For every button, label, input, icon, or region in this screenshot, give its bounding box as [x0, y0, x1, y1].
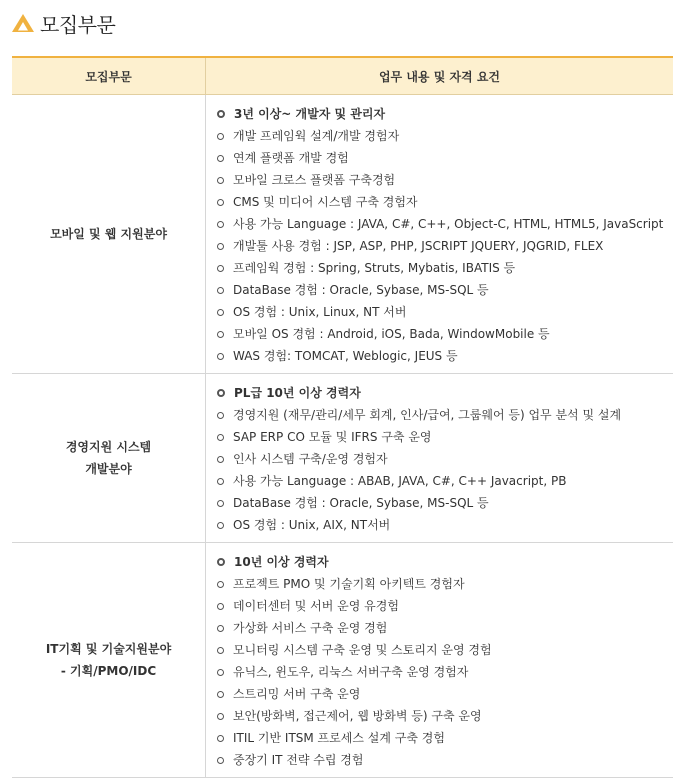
- duty-text: 가상화 서비스 구축 운영 경험: [233, 621, 388, 635]
- duty-item: [217, 749, 673, 771]
- circle-bullet-icon: [217, 456, 224, 463]
- circle-bullet-icon: [217, 713, 224, 720]
- duty-item: [217, 514, 673, 536]
- department-cell: [12, 374, 206, 543]
- circle-bullet-icon: [217, 581, 224, 588]
- duty-list: [206, 374, 673, 542]
- duty-item: [217, 345, 673, 367]
- duty-text: 모바일 크로스 플랫폼 구축경험: [233, 173, 396, 187]
- circle-bullet-icon: [217, 133, 224, 140]
- duty-text: 개발 프레임웍 설계/개발 경험자: [233, 129, 400, 143]
- duty-text: 프레임웍 경험 : Spring, Struts, Mybatis, IBATIS 등: [233, 261, 516, 275]
- duty-item: [217, 191, 673, 213]
- table-row: [12, 543, 673, 778]
- department-name: - 기획/PMO/IDC: [60, 664, 157, 678]
- duties-cell: [206, 374, 674, 543]
- duty-item: [217, 470, 673, 492]
- duty-text: 스트리밍 서버 구축 운영: [233, 687, 361, 701]
- duty-text: OS 경험 : Unix, Linux, NT 서버: [233, 305, 407, 319]
- duty-text: CMS 및 미디어 시스템 구축 경험자: [233, 195, 418, 209]
- circle-bullet-icon: [217, 155, 224, 162]
- department-cell: [12, 543, 206, 778]
- duty-text: 데이터센터 및 서버 운영 유경험: [233, 599, 399, 613]
- duty-item: [217, 705, 673, 727]
- department-cell: [12, 95, 206, 374]
- duty-text: 10년 이상 경력자: [234, 555, 329, 569]
- duty-text: 경영지원 (재무/관리/세무 회계, 인사/급여, 그룹웨어 등) 업무 분석 및 설계: [233, 408, 622, 422]
- circle-bullet-icon: [217, 500, 224, 507]
- table-header-row: [12, 57, 673, 95]
- duty-text: PL급 10년 이상 경력자: [234, 386, 361, 400]
- duty-lead-item: [217, 382, 673, 404]
- duty-text: 중장기 IT 전략 수립 경험: [233, 753, 364, 767]
- duty-text: DataBase 경험 : Oracle, Sybase, MS-SQL 등: [233, 283, 489, 297]
- duty-item: [217, 147, 673, 169]
- circle-bullet-icon: [217, 221, 224, 228]
- duty-text: 유닉스, 윈도우, 리눅스 서버구축 운영 경험자: [233, 665, 469, 679]
- circle-bullet-icon: [217, 412, 224, 419]
- table-row: [12, 95, 673, 374]
- duty-text: 사용 가능 Language : JAVA, C#, C++, Object-C, HTML, HTML5, JavaScript: [233, 217, 664, 231]
- duty-text: SAP ERP CO 모듈 및 IFRS 구축 운영: [233, 430, 432, 444]
- duty-text: DataBase 경험 : Oracle, Sybase, MS-SQL 등: [233, 496, 489, 510]
- duty-list: [206, 543, 673, 777]
- page-title: 모집부문: [40, 12, 116, 37]
- duty-text: WAS 경험: TOMCAT, Weblogic, JEUS 등: [233, 349, 458, 363]
- duty-text: 프로젝트 PMO 및 기술기획 아키텍트 경험자: [233, 577, 465, 591]
- header-department: 모집부문: [12, 57, 206, 95]
- circle-bullet-icon: [217, 389, 225, 397]
- circle-bullet-icon: [217, 177, 224, 184]
- duty-text: 모니터링 시스템 구축 운영 및 스토리지 운영 경험: [233, 643, 492, 657]
- duty-item: [217, 573, 673, 595]
- duty-text: 보안(방화벽, 접근제어, 웹 방화벽 등) 구축 운영: [233, 709, 482, 723]
- duty-text: 모바일 OS 경험 : Android, iOS, Bada, WindowMobile 등: [233, 327, 550, 341]
- circle-bullet-icon: [217, 110, 225, 118]
- duty-text: 개발툴 사용 경험 : JSP, ASP, PHP, JSCRIPT JQUERY, JQGRID, FLEX: [233, 239, 604, 253]
- duty-item: [217, 213, 673, 235]
- circle-bullet-icon: [217, 353, 224, 360]
- duty-item: [217, 257, 673, 279]
- department-name: 개발분야: [85, 462, 132, 476]
- duty-item: [217, 404, 673, 426]
- department-name: IT기획 및 기술지원분야: [45, 642, 172, 656]
- duty-item: [217, 169, 673, 191]
- header-duties: 업무 내용 및 자격 요건: [206, 57, 674, 95]
- duty-item: [217, 235, 673, 257]
- circle-bullet-icon: [217, 434, 224, 441]
- circle-bullet-icon: [217, 331, 224, 338]
- circle-bullet-icon: [217, 625, 224, 632]
- duty-item: [217, 492, 673, 514]
- department-name: 모바일 및 웹 지원분야: [50, 227, 167, 241]
- duty-text: 인사 시스템 구축/운영 경험자: [233, 452, 388, 466]
- duty-item: [217, 595, 673, 617]
- duty-item: [217, 639, 673, 661]
- circle-bullet-icon: [217, 647, 224, 654]
- warning-triangle-icon: [12, 14, 34, 32]
- circle-bullet-icon: [217, 243, 224, 250]
- duty-item: [217, 125, 673, 147]
- duty-item: [217, 448, 673, 470]
- duty-item: [217, 617, 673, 639]
- circle-bullet-icon: [217, 757, 224, 764]
- page-header: [12, 8, 115, 38]
- duty-lead-item: [217, 103, 673, 125]
- duty-item: [217, 279, 673, 301]
- circle-bullet-icon: [217, 603, 224, 610]
- duty-item: [217, 661, 673, 683]
- table-body: [12, 95, 673, 778]
- duty-text: 연계 플랫폼 개발 경험: [233, 151, 349, 165]
- duty-item: [217, 727, 673, 749]
- duties-cell: [206, 543, 674, 778]
- duty-text: ITIL 기반 ITSM 프로세스 설계 구축 경험: [233, 731, 445, 745]
- duties-cell: [206, 95, 674, 374]
- circle-bullet-icon: [217, 309, 224, 316]
- duty-item: [217, 301, 673, 323]
- duty-text: 사용 가능 Language : ABAB, JAVA, C#, C++ Javacript, PB: [233, 474, 567, 488]
- circle-bullet-icon: [217, 669, 224, 676]
- circle-bullet-icon: [217, 558, 225, 566]
- duty-lead-item: [217, 551, 673, 573]
- duty-item: [217, 426, 673, 448]
- duty-text: 3년 이상~ 개발자 및 관리자: [234, 107, 386, 121]
- duty-text: OS 경험 : Unix, AIX, NT서버: [233, 518, 391, 532]
- department-name: 경영지원 시스템: [65, 440, 152, 454]
- circle-bullet-icon: [217, 478, 224, 485]
- table-row: [12, 374, 673, 543]
- circle-bullet-icon: [217, 199, 224, 206]
- circle-bullet-icon: [217, 691, 224, 698]
- circle-bullet-icon: [217, 735, 224, 742]
- duty-item: [217, 683, 673, 705]
- circle-bullet-icon: [217, 522, 224, 529]
- recruitment-table: [12, 56, 673, 778]
- duty-item: [217, 323, 673, 345]
- circle-bullet-icon: [217, 265, 224, 272]
- circle-bullet-icon: [217, 287, 224, 294]
- duty-list: [206, 95, 673, 373]
